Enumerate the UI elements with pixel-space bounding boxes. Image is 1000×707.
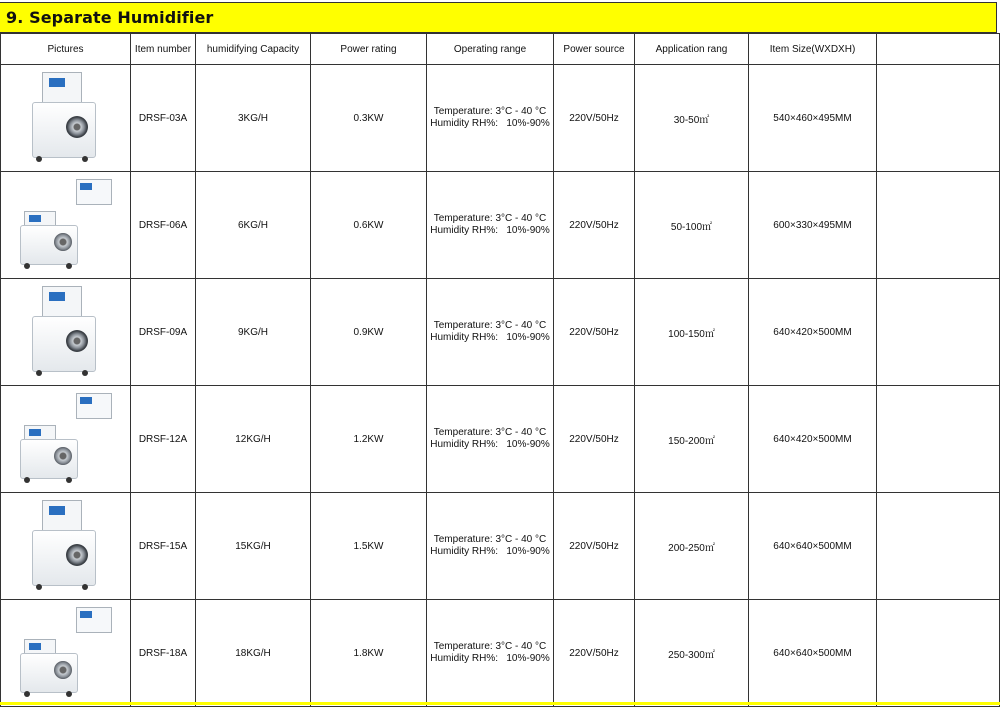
header-cell: humidifying Capacity xyxy=(196,34,311,65)
item-number-cell: DRSF-18A xyxy=(131,600,196,707)
operating-humidity: Humidity RH%: 10%-90% xyxy=(430,653,550,664)
operating-temperature: Temperature: 3°C - 40 °C xyxy=(433,106,547,117)
operating-range-cell xyxy=(427,172,554,279)
section-title-bar xyxy=(0,2,997,33)
operating-humidity: Humidity RH%: 10%-90% xyxy=(430,546,550,557)
operating-range-cell xyxy=(427,493,554,600)
extra-cell xyxy=(877,386,1000,493)
picture-cell xyxy=(1,600,131,707)
operating-range-cell xyxy=(427,65,554,172)
item-size-cell: 640×420×500MM xyxy=(749,279,877,386)
operating-range-cell xyxy=(427,279,554,386)
picture-cell xyxy=(1,279,131,386)
table-row xyxy=(1,493,1000,600)
operating-humidity: Humidity RH%: 10%-90% xyxy=(430,332,550,343)
table-row xyxy=(1,279,1000,386)
picture-cell xyxy=(1,493,131,600)
capacity-cell: 9KG/H xyxy=(196,279,311,386)
header-cell: Power source xyxy=(554,34,635,65)
power-source-cell: 220V/50Hz xyxy=(554,386,635,493)
picture-cell xyxy=(1,172,131,279)
operating-range-cell xyxy=(427,386,554,493)
operating-temperature: Temperature: 3°C - 40 °C xyxy=(433,213,547,224)
capacity-cell: 6KG/H xyxy=(196,172,311,279)
power-source-cell: 220V/50Hz xyxy=(554,493,635,600)
picture-cell xyxy=(1,386,131,493)
header-cell: Pictures xyxy=(1,34,131,65)
extra-cell xyxy=(877,65,1000,172)
capacity-cell: 15KG/H xyxy=(196,493,311,600)
humidifier-unit-icon xyxy=(2,494,130,598)
item-number-cell: DRSF-06A xyxy=(131,172,196,279)
item-size-cell: 640×640×500MM xyxy=(749,600,877,707)
application-area-cell: 200-250㎡ xyxy=(635,493,749,600)
application-area-cell: 30-50㎡ xyxy=(635,65,749,172)
item-number-cell: DRSF-15A xyxy=(131,493,196,600)
application-area-cell: 50-100㎡ xyxy=(635,172,749,279)
humidifier-unit-icon xyxy=(2,66,130,170)
extra-cell xyxy=(877,493,1000,600)
item-size-cell: 640×640×500MM xyxy=(749,493,877,600)
extra-cell xyxy=(877,600,1000,707)
capacity-cell: 12KG/H xyxy=(196,386,311,493)
operating-temperature: Temperature: 3°C - 40 °C xyxy=(433,320,547,331)
item-size-cell: 640×420×500MM xyxy=(749,386,877,493)
operating-humidity: Humidity RH%: 10%-90% xyxy=(430,118,550,129)
power-rating-cell: 0.9KW xyxy=(311,279,427,386)
power-rating-cell: 0.3KW xyxy=(311,65,427,172)
table-row xyxy=(1,600,1000,707)
table-row xyxy=(1,386,1000,493)
capacity-cell: 18KG/H xyxy=(196,600,311,707)
operating-temperature: Temperature: 3°C - 40 °C xyxy=(433,641,547,652)
humidifier-unit-icon xyxy=(2,173,130,277)
power-rating-cell: 1.5KW xyxy=(311,493,427,600)
item-number-cell: DRSF-12A xyxy=(131,386,196,493)
operating-range-cell xyxy=(427,600,554,707)
header-cell: Operating range xyxy=(427,34,554,65)
item-size-cell: 540×460×495MM xyxy=(749,65,877,172)
extra-cell xyxy=(877,279,1000,386)
operating-humidity: Humidity RH%: 10%-90% xyxy=(430,439,550,450)
picture-cell xyxy=(1,65,131,172)
table-row xyxy=(1,172,1000,279)
application-area-cell: 100-150㎡ xyxy=(635,279,749,386)
item-size-cell: 600×330×495MM xyxy=(749,172,877,279)
header-cell xyxy=(877,34,1000,65)
header-row xyxy=(1,34,1000,65)
humidifier-unit-icon xyxy=(2,601,130,705)
extra-cell xyxy=(877,172,1000,279)
table-row xyxy=(1,65,1000,172)
application-area-cell: 250-300㎡ xyxy=(635,600,749,707)
power-source-cell: 220V/50Hz xyxy=(554,279,635,386)
power-rating-cell: 1.8KW xyxy=(311,600,427,707)
spec-table xyxy=(0,33,1000,707)
header-cell: Power rating xyxy=(311,34,427,65)
operating-humidity: Humidity RH%: 10%-90% xyxy=(430,225,550,236)
section-title: 9. Separate Humidifier xyxy=(6,8,214,27)
application-area-cell: 150-200㎡ xyxy=(635,386,749,493)
header-cell: Item number xyxy=(131,34,196,65)
header-cell: Item Size(WXDXH) xyxy=(749,34,877,65)
item-number-cell: DRSF-03A xyxy=(131,65,196,172)
operating-temperature: Temperature: 3°C - 40 °C xyxy=(433,427,547,438)
power-source-cell: 220V/50Hz xyxy=(554,600,635,707)
header-cell: Application rang xyxy=(635,34,749,65)
humidifier-unit-icon xyxy=(2,280,130,384)
power-rating-cell: 0.6KW xyxy=(311,172,427,279)
power-rating-cell: 1.2KW xyxy=(311,386,427,493)
operating-temperature: Temperature: 3°C - 40 °C xyxy=(433,534,547,545)
item-number-cell: DRSF-09A xyxy=(131,279,196,386)
power-source-cell: 220V/50Hz xyxy=(554,172,635,279)
power-source-cell: 220V/50Hz xyxy=(554,65,635,172)
capacity-cell: 3KG/H xyxy=(196,65,311,172)
humidifier-unit-icon xyxy=(2,387,130,491)
